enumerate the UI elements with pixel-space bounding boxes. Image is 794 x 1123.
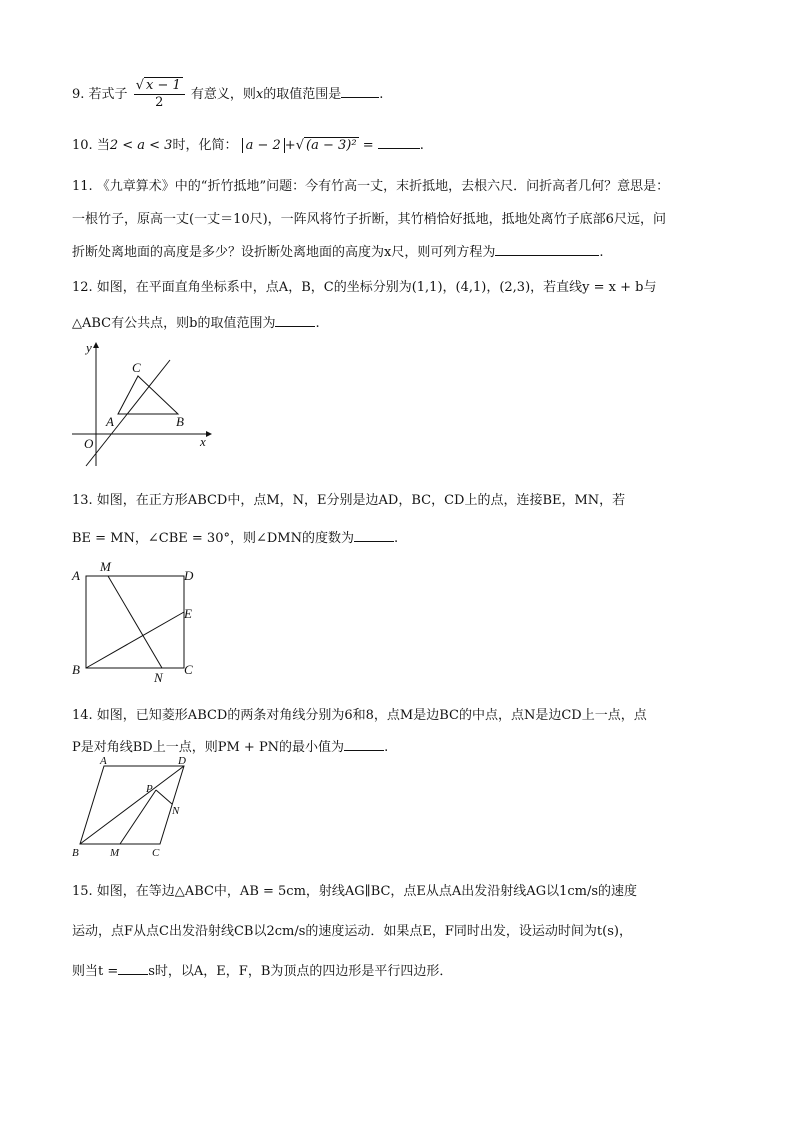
segment-mn [108,576,162,668]
question-text: 的取值范围是 [263,87,342,102]
question-9 [72,78,722,111]
question-12 [72,270,722,342]
point-c-label: C [152,847,160,859]
origin-label: O [84,436,94,451]
question-line: 一根竹子，原高一丈(一丈＝10尺)，一阵风将竹子折断，其竹梢恰好抵地，抵地处离竹子底部6尺远，问 [72,212,666,227]
period: . [379,87,384,102]
answer-blank[interactable] [354,527,394,542]
point-p-label: P [146,783,153,795]
point-m-label: M [100,560,111,574]
sqrt-sign: √ [295,138,304,153]
answer-blank[interactable] [495,241,599,256]
question-15 [72,872,722,992]
absolute-value: a − 2 [242,138,285,153]
question-line [72,306,722,342]
radicand: x − 1 [146,78,181,93]
question-text: 则当t = [72,964,119,979]
point-m-label: M [110,847,120,859]
square-figure [70,560,210,684]
sqrt-sign: √ [135,78,144,93]
y-axis-arrow [93,342,99,348]
point-b-label: B [72,662,80,677]
point-c-label: C [184,662,193,677]
period: . [393,531,399,546]
denominator: 2 [155,95,164,110]
question-line [72,952,722,992]
period: . [315,316,320,331]
question-line: 运动，点F从点C出发沿射线CB以2cm/s的速度运动．如果点E，F同时出发，设运动时间为t(s)， [72,924,632,939]
radicand: (a − 3)² [306,138,357,153]
answer-blank[interactable] [341,83,379,98]
coordinate-figure [66,338,216,470]
question-text: 折断处离地面的高度是多少？设折断处离地面的高度为x尺，则可列方程为 [72,245,496,260]
equals-sign: = [362,138,374,153]
question-text: P是对角线BD上一点，则PM + PN的最小值为 [72,740,345,755]
period: . [599,245,604,260]
y-axis-label: y [86,340,92,355]
fraction-expression [134,78,185,111]
segment-pn [156,790,172,804]
segment-pm [120,790,156,844]
x-axis-arrow [206,431,212,437]
answer-blank[interactable] [378,134,420,149]
question-number: 10. [72,138,93,153]
point-b-label: B [72,847,79,859]
point-n-label: N [172,805,180,817]
question-11 [72,170,722,269]
period: . [384,740,389,755]
rhombus-figure [66,756,200,862]
answer-blank[interactable] [344,736,384,751]
point-d-label: D [184,568,194,583]
answer-blank[interactable] [118,960,148,975]
question-text: 当 [96,138,110,153]
plus-sign: + [284,138,296,153]
question-text: 若式子 [88,87,128,102]
question-line: 13. 如图，在正方形ABCD中，点M，N，E分别是边AD，BC，CD上的点，连接BE，MN，若 [72,493,626,508]
period: . [419,138,424,153]
question-number: 9. [72,87,85,102]
question-text: △ABC有公共点，则b的取值范围为 [72,316,276,331]
question-13 [72,482,722,558]
point-c-label: C [132,360,141,375]
question-line [72,236,722,269]
point-e-label: E [184,606,192,621]
question-text: 有意义，则 [190,87,256,102]
question-14 [72,700,722,764]
point-n-label: N [154,670,163,684]
point-b-label: B [176,414,184,429]
segment-be [86,612,184,668]
question-line: 12. 如图，在平面直角坐标系中，点A，B，C的坐标分别为(1,1)，(4,1)，(2,3)，若直线y = x + b与 [72,280,657,295]
point-a-label: A [72,568,80,583]
question-text: BE = MN，∠CBE = 30°，则∠DMN的度数为 [72,531,354,546]
point-d-label: D [178,756,186,767]
variable: x [255,87,264,102]
diagonal-bd [80,766,184,844]
question-line: 11. 《九章算术》中的“折竹抵地”问题：今有竹高一丈，末折抵地，去根六尺．问折高者几何？意思是： [72,179,670,194]
line-y-equals-x-plus-b [86,360,170,466]
answer-blank[interactable] [275,312,315,327]
question-line: 15. 如图，在等边△ABC中，AB = 5cm，射线AG∥BC，点E从点A出发沿射线AG以1cm/s的速度 [72,884,638,899]
point-a-label: A [106,414,114,429]
question-text: s时，以A，E，F，B为顶点的四边形是平行四边形． [148,964,453,979]
question-line: 14. 如图，已知菱形ABCD的两条对角线分别为6和8，点M是边BC的中点，点N是边CD上一点，点 [72,708,647,723]
condition: 2 < a < 3 [109,138,173,153]
triangle-abc [118,376,178,414]
x-axis-label: x [200,434,206,449]
point-a-label: A [100,756,107,767]
question-10 [72,134,722,156]
question-line [72,520,722,558]
question-text: 时，化简： [172,138,238,153]
